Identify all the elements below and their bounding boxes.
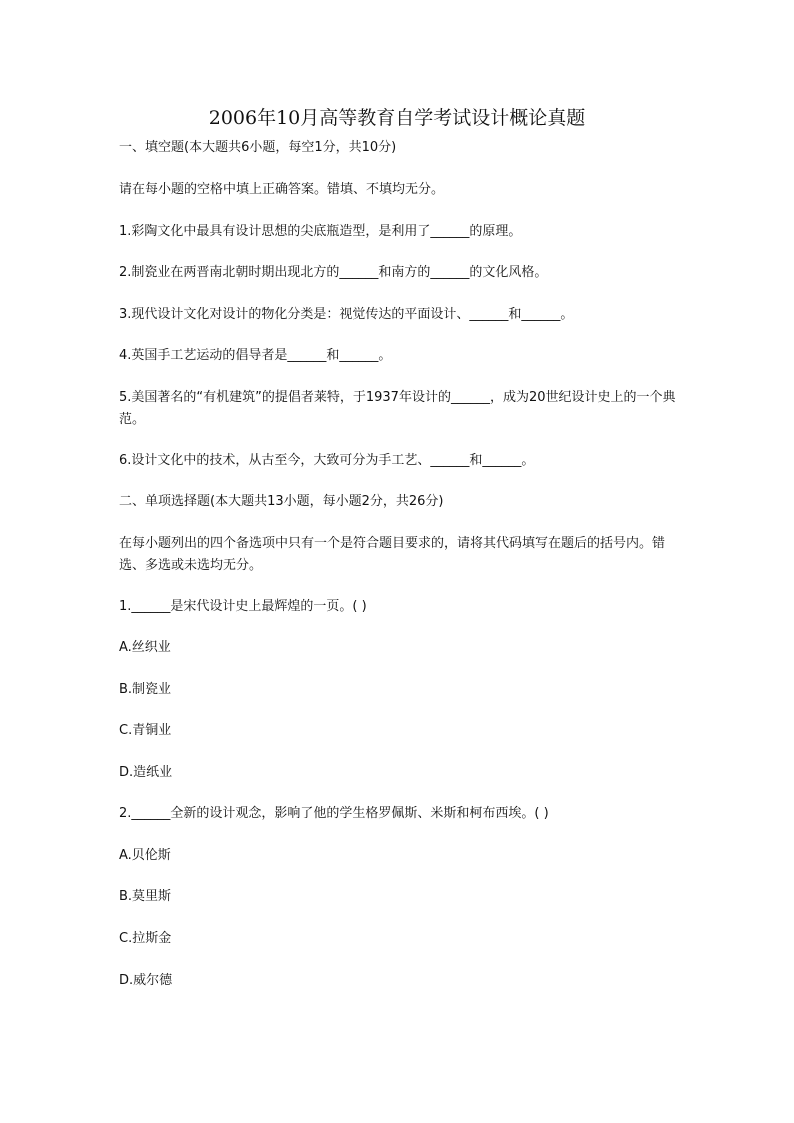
choice-question-1-option-c: C.青铜业 (119, 723, 172, 738)
fill-question-3: 3.现代设计文化对设计的物化分类是：视觉传达的平面设计、______和______。 (119, 307, 574, 322)
choice-question-1-stem: 1.______是宋代设计史上最辉煌的一页。( ) (119, 599, 367, 614)
section-2-instruction: 在每小题列出的四个备选项中只有一个是符合题目要求的，请将其代码填写在题后的括号内。错选、多选或未选均无分。 (119, 536, 666, 573)
section-1-heading: 一、填空题(本大题共6小题，每空1分，共10分) (119, 140, 397, 155)
choice-question-2-option-a: A.贝伦斯 (119, 848, 171, 863)
fill-question-1: 1.彩陶文化中最具有设计思想的尖底瓶造型，是利用了______的原理。 (119, 224, 522, 239)
page-title: 2006年10月高等教育自学考试设计概论真题 (208, 107, 586, 129)
choice-question-2-option-b: B.莫里斯 (119, 889, 172, 904)
choice-question-1-option-d: D.造纸业 (119, 765, 173, 780)
fill-question-5: 5.美国著名的“有机建筑”的提倡者莱特，于1937年设计的______，成为20世纪设计史上的一个典范。 (119, 390, 676, 427)
choice-question-2-option-c: C.拉斯金 (119, 931, 172, 946)
fill-question-4: 4.英国手工艺运动的倡导者是______和______。 (119, 348, 392, 363)
choice-question-1-option-b: B.制瓷业 (119, 682, 172, 697)
section-1-instruction: 请在每小题的空格中填上正确答案。错填、不填均无分。 (119, 182, 445, 197)
choice-question-2-option-d: D.威尔德 (119, 973, 173, 988)
fill-question-6: 6.设计文化中的技术，从古至今，大致可分为手工艺、______和______。 (119, 453, 535, 468)
fill-question-2: 2.制瓷业在两晋南北朝时期出现北方的______和南方的______的文化风格。 (119, 265, 548, 280)
choice-question-2-stem: 2.______全新的设计观念，影响了他的学生格罗佩斯、米斯和柯布西埃。( ) (119, 806, 549, 821)
section-2-heading: 二、单项选择题(本大题共13小题，每小题2分，共26分) (119, 494, 444, 509)
choice-question-1-option-a: A.丝织业 (119, 640, 171, 655)
